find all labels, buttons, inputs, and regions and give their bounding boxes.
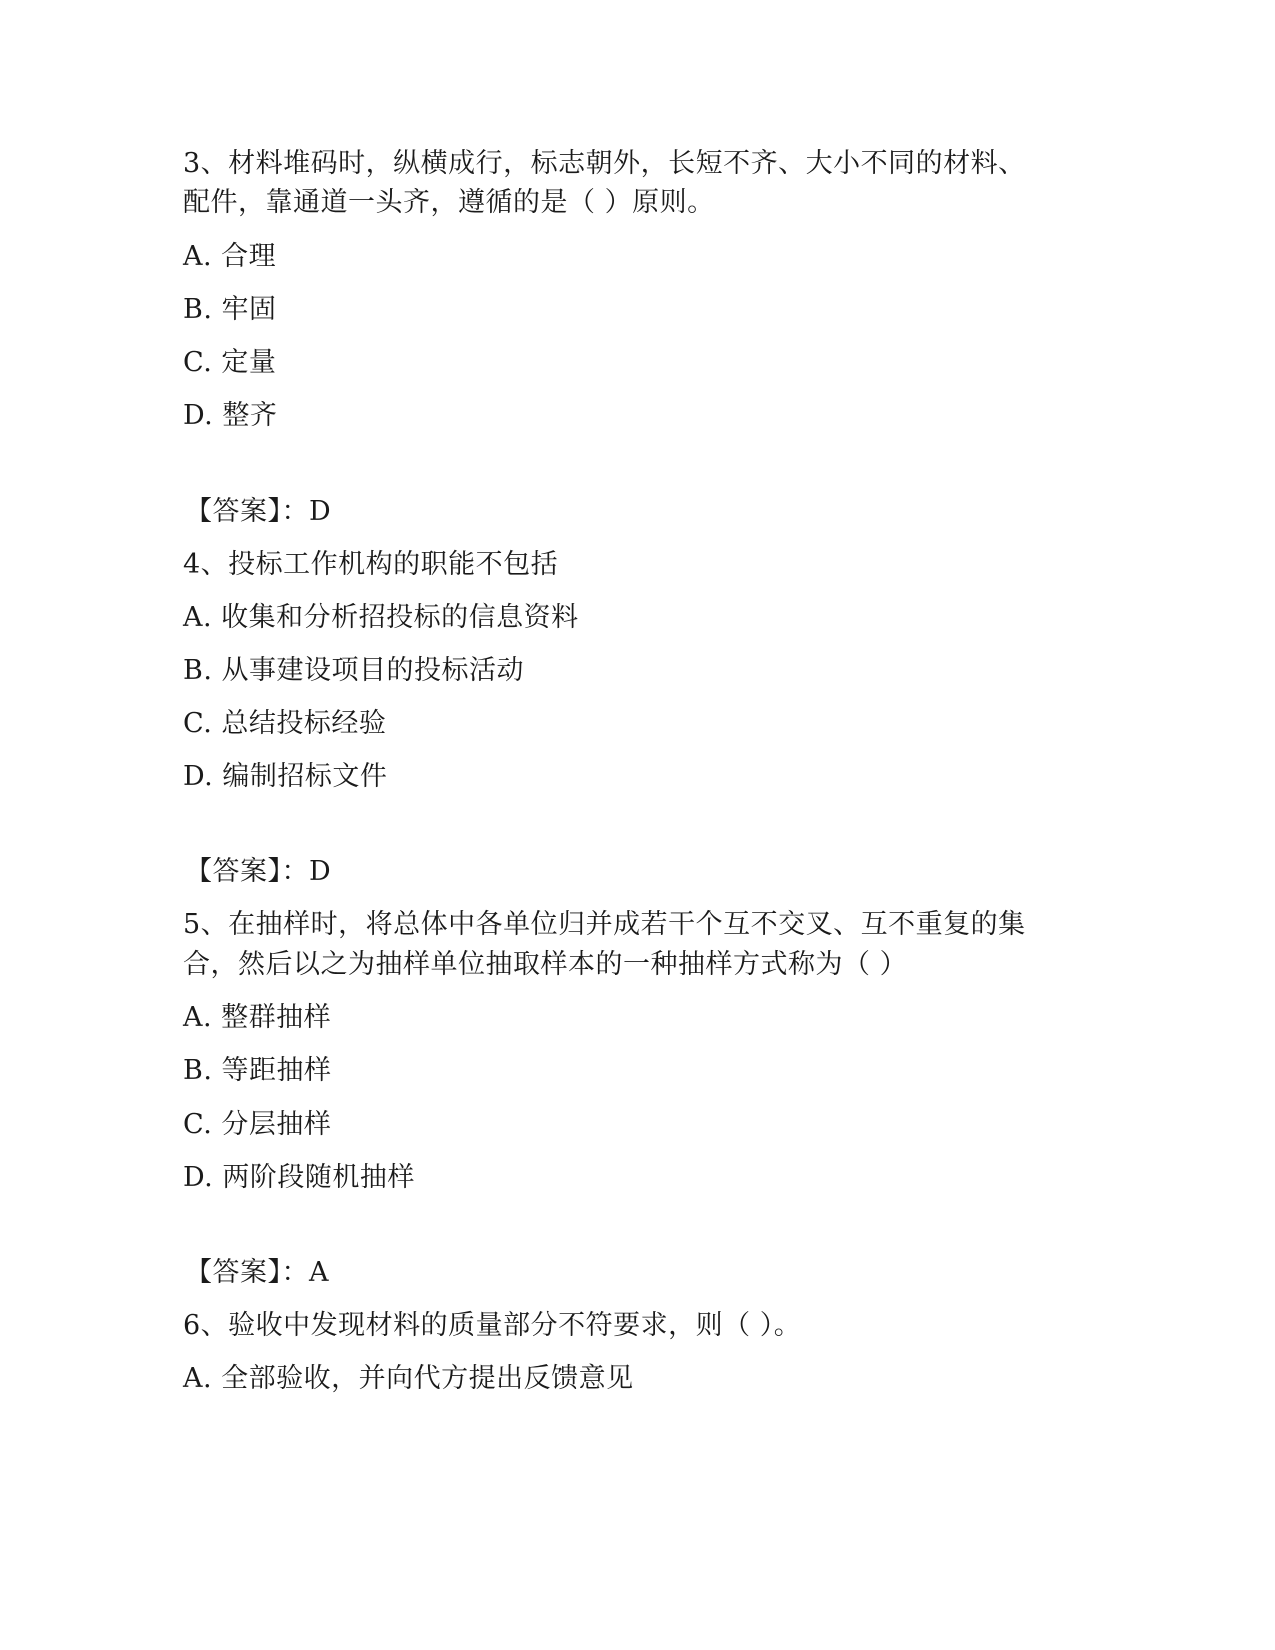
question-5-stem-line-1: 5、在抽样时，将总体中各单位归并成若干个互不交叉、互不重复的集: [183, 909, 1026, 940]
question-5-option-d: D. 两阶段随机抽样: [183, 1162, 415, 1193]
question-5-option-b: B. 等距抽样: [183, 1055, 332, 1086]
question-4-option-c: C. 总结投标经验: [183, 708, 387, 739]
question-3-option-a: A. 合理: [183, 241, 277, 272]
question-3-stem-line-2: 配件，靠通道一头齐，遵循的是（ ）原则。: [183, 187, 715, 218]
question-5-option-c: C. 分层抽样: [183, 1109, 332, 1140]
question-5-stem-line-2: 合，然后以之为抽样单位抽取样本的一种抽样方式称为（ ）: [183, 949, 908, 980]
question-5-answer: 【答案】：A: [185, 1257, 329, 1288]
question-3-option-c: C. 定量: [183, 347, 277, 378]
question-3-stem-line-1: 3、材料堆码时，纵横成行，标志朝外，长短不齐、大小不同的材料、: [183, 148, 1026, 179]
question-4-option-d: D. 编制招标文件: [183, 761, 388, 792]
question-3-option-d: D. 整齐: [183, 400, 278, 431]
question-6-option-a: A. 全部验收，并向代方提出反馈意见: [183, 1363, 634, 1394]
question-3-answer: 【答案】：D: [185, 496, 332, 527]
question-6-stem-line-1: 6、验收中发现材料的质量部分不符要求，则（ ）。: [183, 1310, 802, 1341]
question-5-option-a: A. 整群抽样: [183, 1002, 332, 1033]
question-4-stem-line-1: 4、投标工作机构的职能不包括: [183, 549, 559, 580]
question-4-option-b: B. 从事建设项目的投标活动: [183, 655, 525, 686]
question-3-option-b: B. 牢固: [183, 294, 277, 325]
question-4-option-a: A. 收集和分析招投标的信息资料: [183, 602, 579, 633]
question-4-answer: 【答案】：D: [185, 856, 332, 887]
